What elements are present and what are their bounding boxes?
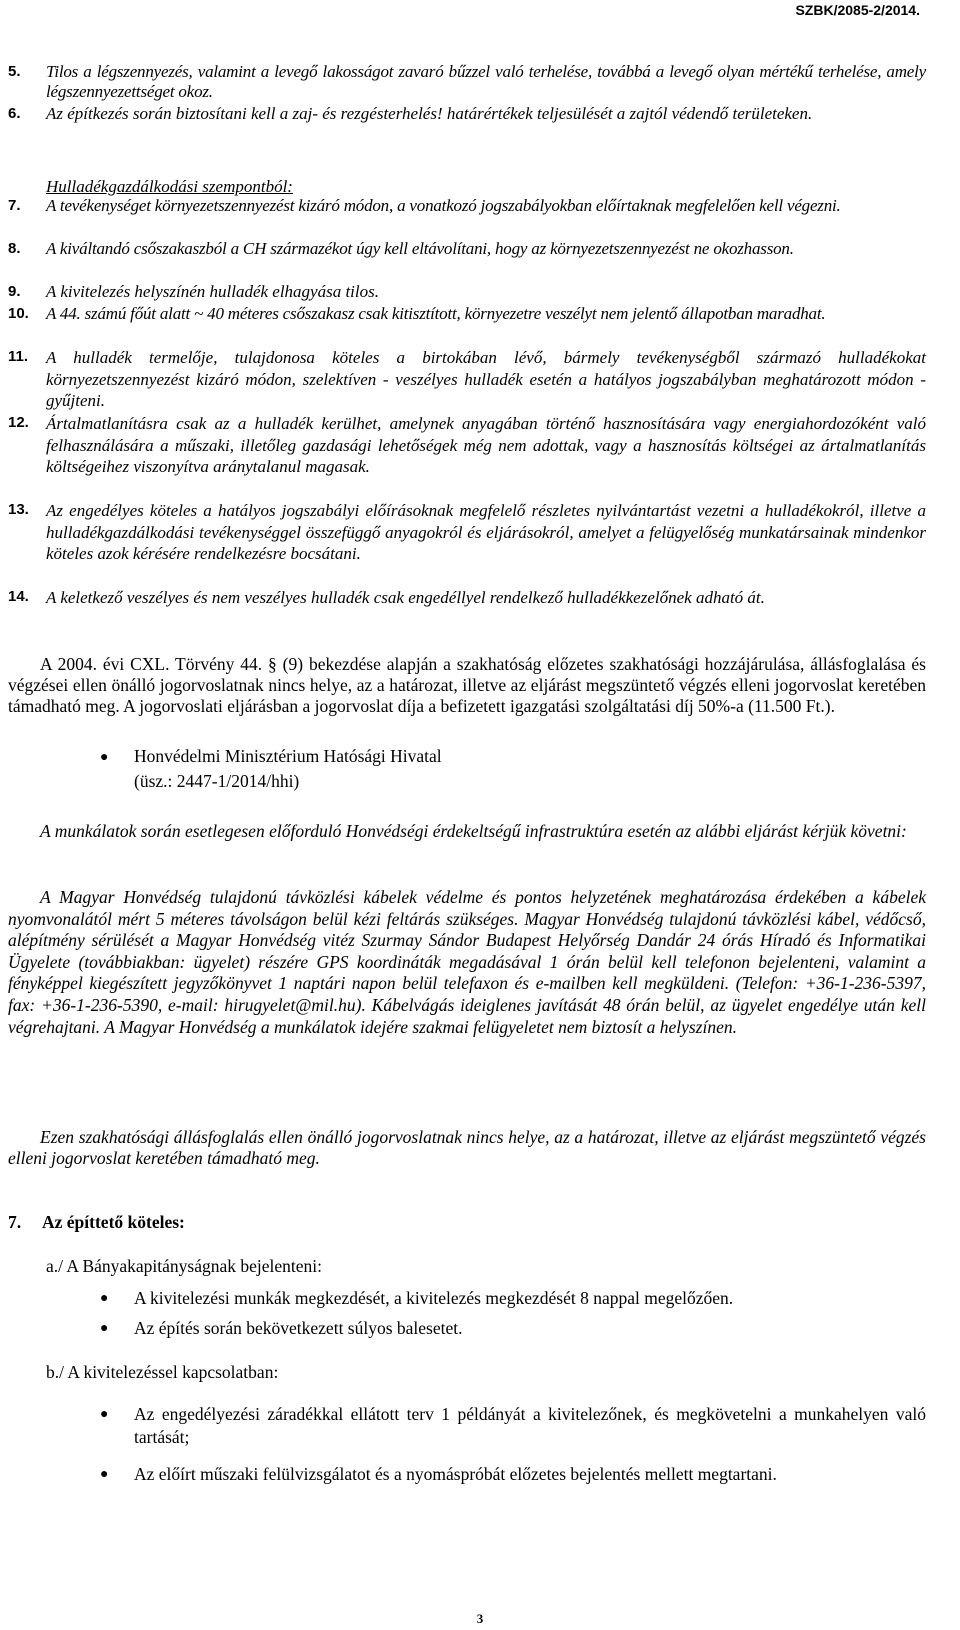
list-item: Az építés során bekövetkezett súlyos balesetet. <box>134 1318 463 1338</box>
item-text: A kivitelezés helyszínén hulladék elhagyása tilos. <box>46 282 379 301</box>
subsection-a-label: a./ A Bányakapitányságnak bejelenteni: <box>46 1256 323 1276</box>
item-number: 6. <box>8 105 21 122</box>
authority-name: Honvédelmi Minisztérium Hatósági Hivatal <box>134 746 442 766</box>
item-text: Tilos a légszennyezés, valamint a levegő lakosságot zavaró bűzzel való terhelése, továbbá a levegő olyan mértékű terhelése, amely légszennyezettséget okoz. <box>46 62 926 101</box>
item-text: Ártalmatlanításra csak az a hulladék kerülhet, amelynek anyagában történő hasznosítására vagy energiahordozóként való felhasználására a műszaki, illetőleg gazdasági lehetőségek még nem adottak, vagy a hasznosítás költségei az ártalmatlanítás költségeihez viszonyítva aránytalanul magasak. <box>46 414 926 476</box>
bullet-icon: ● <box>100 1291 109 1306</box>
item-text: A hulladék termelője, tulajdonosa köteles a birtokában lévő, bármely tevékenységből származó hulladékokat környezetszennyezést kizáró módon, szelektíven - veszélyes hulladék esetén a hatályos jogszabályban meghatározott módon - gyűjteni. <box>46 348 926 410</box>
section-title <box>8 1212 185 1233</box>
page-number: 3 <box>476 1611 484 1626</box>
list-item: Az engedélyezési záradékkal ellátott terv 1 példányát a kivitelezőnek, és megkövetelni a munkahelyen való tartását; <box>134 1404 926 1447</box>
item-text: A tevékenységet környezetszennyezést kizáró módon, a vonatkozó jogszabályokban előírtaknak megfelelően kell végezni. <box>46 196 841 215</box>
item-number: 7. <box>8 197 21 214</box>
defense-paragraph <box>8 821 926 842</box>
bullet-icon: ● <box>100 1467 109 1482</box>
law-paragraph <box>8 654 926 717</box>
authority-reference: (üsz.: 2447-1/2014/hhi) <box>134 771 300 791</box>
item-text: A keletkező veszélyes és nem veszélyes hulladék csak engedéllyel rendelkező hulladékkezelőnek adható át. <box>46 588 765 607</box>
defense-cable-paragraph-text: A Magyar Honvédség tulajdonú távközlési kábelek védelme és pontos helyzetének meghatározása érdekében a kábelek nyomvonalától mért 5 méteres távolságon belül kézi feltárás szükséges. Magyar Honvédség tulajdonú távközlési kábel, védőcső, alépítmény sérülését a Magyar Honvédség vitéz Szurmay Sándor Budapest Helyőrség Dandár 24 órás Híradó és Informatikai Ügyelete (továbbiakban: ügyelet) részére GPS koordináták megadásával 1 órán belül kell telefonon bejelenteni, valamint a fényképpel kiegészített jegyzőkönyvet 1 naptári napon belül telefaxon és e-mailben kell megküldeni. (Telefon: +36-1-236-5397, fax: +36-1-236-5390, e-mail: hirugyelet@mil.hu). Kábelvágás ideiglenes javítását 48 órán belül, az ügyelet engedélye után kell végrehajtani. A Magyar Honvédség a munkálatok idejére szakmai felügyeletet nem biztosít a helyszínen. <box>8 887 926 1037</box>
item-number: 14. <box>8 588 29 605</box>
bullet-icon: ● <box>100 1321 109 1336</box>
bullet-icon: ● <box>100 1407 109 1422</box>
item-number: 12. <box>8 414 29 431</box>
section-number: 7. <box>8 1212 22 1232</box>
item-number: 10. <box>8 305 29 322</box>
defense-cable-paragraph <box>8 887 926 1038</box>
item-number: 9. <box>8 283 21 300</box>
defense-paragraph-text: A munkálatok során esetlegesen előforduló Honvédségi érdekeltségű infrastruktúra esetén az alábbi eljárást kérjük követni: <box>40 821 907 841</box>
appeal-paragraph-text: Ezen szakhatósági állásfoglalás ellen önálló jogorvoslatnak nincs helye, az a határozat, illetve az eljárást megszüntető végzés elleni jogorvoslat keretében támadható meg. <box>8 1127 926 1168</box>
item-number: 11. <box>8 348 29 365</box>
item-text: Az engedélyes köteles a hatályos jogszabályi előírásoknak megfelelő részletes nyilvántartást vezetni a hulladékokról, illetve a hulladékgazdálkodási tevékenységgel összefüggő anyagokról és eljárásokról, amelyet a felügyelőség munkatársainak mindenkor köteles azok kérésére rendelkezésre bocsátani. <box>46 501 926 563</box>
law-paragraph-text: A 2004. évi CXL. Törvény 44. § (9) bekezdése alapján a szakhatóság előzetes szakhatósági hozzájárulása, állásfoglalása és végzései ellen önálló jogorvoslatnak nincs helye, az a határozat, illetve az eljárást megszüntető végzés elleni jogorvoslat keretében támadható meg. A jogorvoslati eljárásban a jogorvoslat díja a befizetett igazgatási szolgáltatási díj 50%-a (11.500 Ft.). <box>8 654 926 716</box>
section-subheading: Hulladékgazdálkodási szempontból: <box>46 177 293 196</box>
item-number: 13. <box>8 501 29 518</box>
document-reference: SZBK/2085-2/2014. <box>795 2 920 18</box>
subsection-b-label: b./ A kivitelezéssel kapcsolatban: <box>46 1362 279 1382</box>
section-title-text: Az építtető köteles: <box>42 1212 185 1232</box>
item-number: 8. <box>8 240 21 257</box>
bullet-icon: ● <box>100 750 109 765</box>
item-text: Az építkezés során biztosítani kell a zaj- és rezgésterhelés! határértékek teljesülését a zajtól védendő területeken. <box>46 104 813 123</box>
appeal-paragraph <box>8 1127 926 1169</box>
list-item: Az előírt műszaki felülvizsgálatot és a nyomáspróbát előzetes bejelentés mellett megtartani. <box>134 1464 777 1484</box>
list-item: A kivitelezési munkák megkezdését, a kivitelezés megkezdését 8 nappal megelőzően. <box>134 1288 734 1308</box>
item-number: 5. <box>8 63 21 80</box>
item-text: A 44. számú főút alatt ~ 40 méteres csőszakasz csak kitisztított, környezetre veszélyt nem jelentő állapotban maradhat. <box>46 304 826 323</box>
item-text: A kiváltandó csőszakaszból a CH származékot úgy kell eltávolítani, hogy az környezetszennyezést ne okozhasson. <box>46 239 794 258</box>
